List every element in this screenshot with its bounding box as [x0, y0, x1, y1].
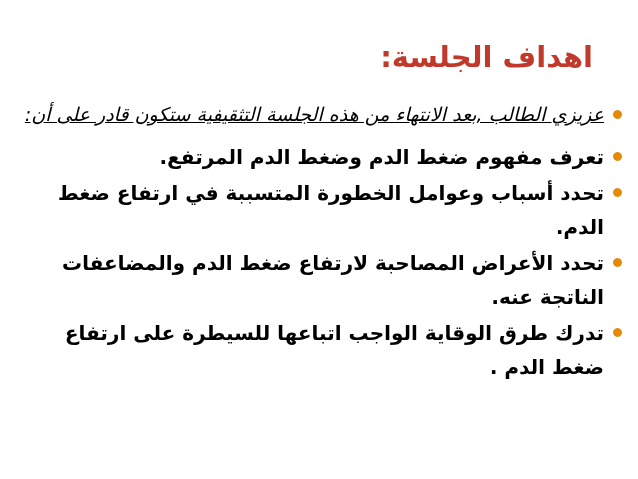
- objectives-list: [16, 100, 622, 386]
- bullet-icon: [613, 188, 622, 197]
- bullet-icon: [613, 152, 622, 161]
- list-item: [16, 246, 622, 314]
- bullet-icon: [613, 258, 622, 267]
- bullet-icon: [613, 110, 622, 119]
- list-item: [16, 176, 622, 244]
- bullet-text: تحدد الأعراض المصاحبة لارتفاع ضغط الدم والمضاعفات الناتجة عنه.: [61, 251, 604, 309]
- bullet-text: عزيزي الطالب ,بعد الانتهاء من هذه الجلسة التثقيفية ستكون قادر على أن:: [24, 104, 604, 126]
- bullet-text: تحدد أسباب وعوامل الخطورة المتسببة في ارتفاع ضغط الدم.: [57, 181, 604, 239]
- list-item: [16, 316, 622, 384]
- list-item: [16, 100, 622, 130]
- slide-title: اهداف الجلسة:: [380, 40, 593, 74]
- bullet-text: تدرك طرق الوقاية الواجب اتباعها للسيطرة على ارتفاع ضغط الدم .: [64, 321, 604, 379]
- list-item: [16, 140, 622, 174]
- bullet-text: تعرف مفهوم ضغط الدم وضغط الدم المرتفع.: [159, 145, 604, 169]
- bullet-icon: [613, 328, 622, 337]
